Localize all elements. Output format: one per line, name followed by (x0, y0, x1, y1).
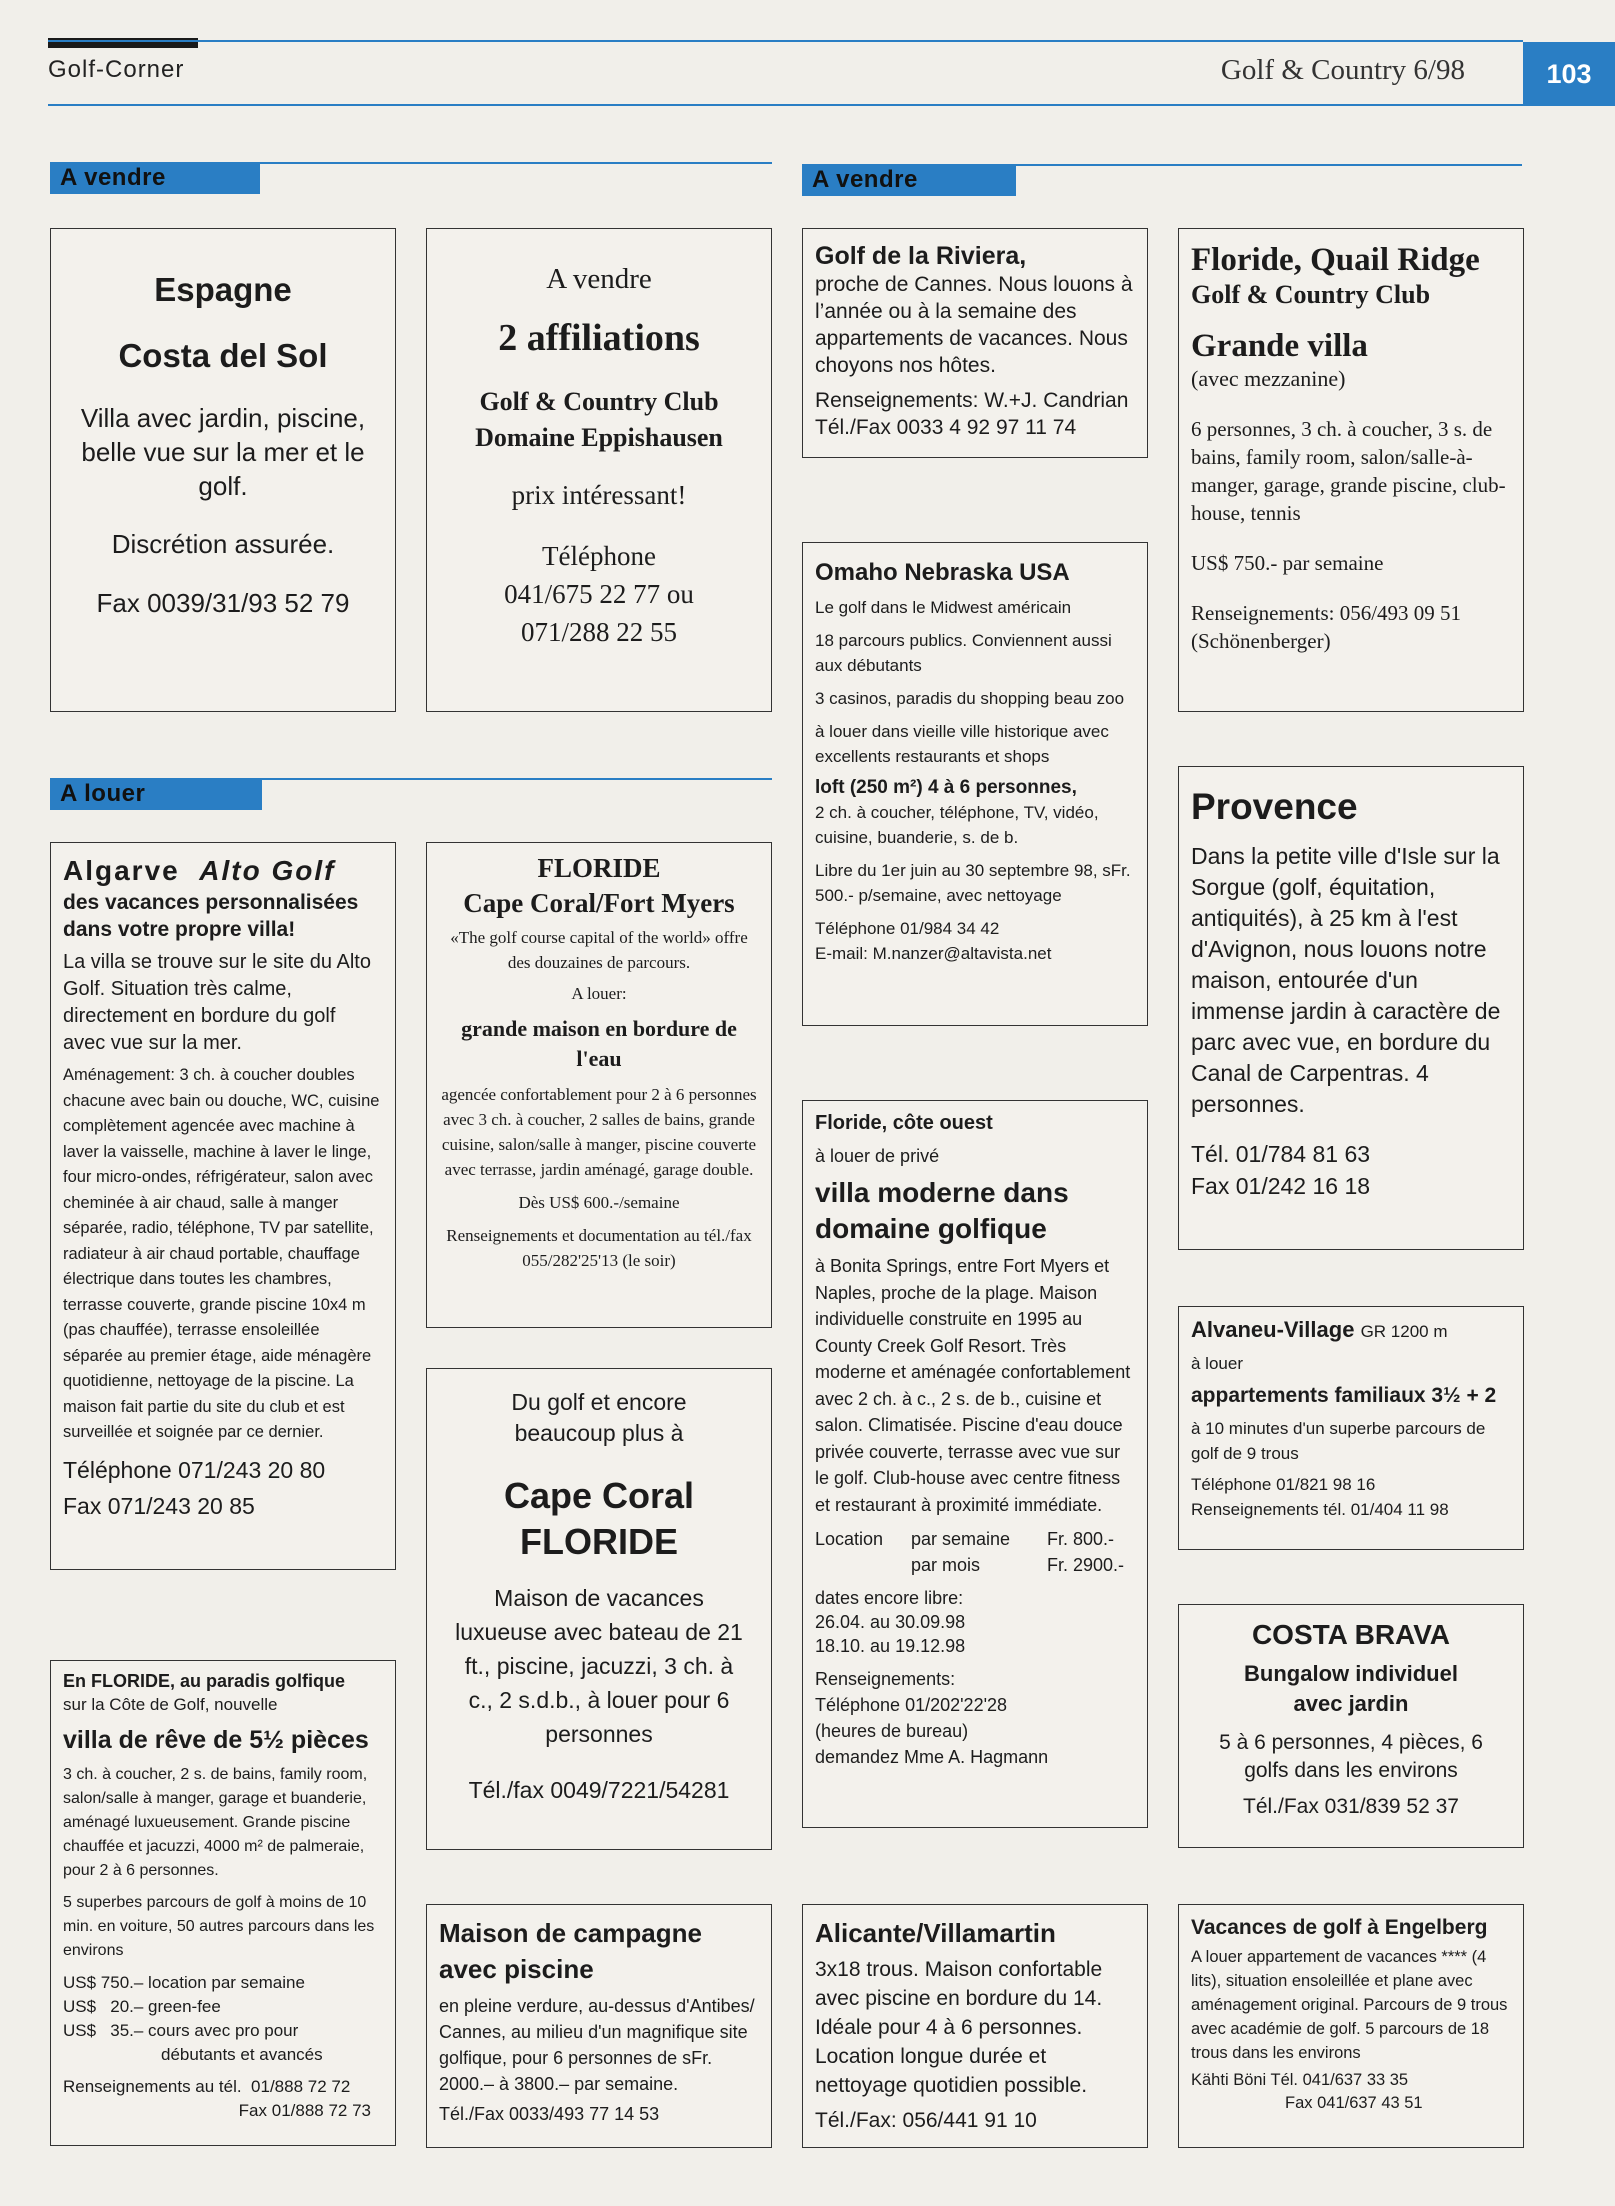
price-line: US$ 20.– green-fee (63, 1997, 221, 2016)
ad-fax: Fax 0039/31/93 52 79 (96, 588, 350, 618)
price-line: débutants et avancés (161, 2045, 323, 2064)
ad-body: A louer appartement de vacances **** (4 lits), situation ensoleillée et plane avec aménagement original. Parcours de 9 trous avec académie de golf. 5 parcours de 18 trous dans les environs (1191, 1948, 1508, 2062)
ad-body: 5 à 6 personnes, 4 pièces, 6 golfs dans les environs (1219, 1731, 1483, 1782)
ad-club: Golf & Country Club (1191, 280, 1431, 309)
ad-intro-bold: En FLORIDE, au paradis golfique (63, 1671, 346, 1691)
ad-quail-ridge (1178, 228, 1524, 712)
ad-line: Le golf dans le Midwest américain (815, 598, 1072, 617)
ad-title: Golf de la Riviera, (815, 242, 1027, 270)
ad-line: Du golf et encore (511, 1389, 687, 1415)
ad-villa: Grande villa (1191, 328, 1368, 364)
header-rule-top (48, 40, 1523, 42)
section-label-sell-left: A vendre (50, 162, 260, 194)
ad-title: 2 affiliations (498, 317, 700, 359)
ad-contact: Renseignements: 056/493 09 51 (1191, 601, 1462, 625)
ad-headline: des vacances personnalisées dans votre propre villa! (63, 891, 359, 941)
period: par mois (911, 1555, 981, 1575)
ad-line: beaucoup plus à (514, 1420, 684, 1446)
ad-phone: 041/675 22 77 ou (504, 579, 694, 609)
ad-title: Espagne (154, 271, 292, 308)
date: 18.10. au 19.12.98 (815, 1636, 966, 1656)
ad-body: en pleine verdure, au-dessus d'Antibes/ Cannes, au milieu d'un magnifique site golfique, pour 6 personnes de sFr. 2000.– à 3800.– par semaine. (439, 1996, 755, 2094)
ad-floride-ouest (802, 1100, 1148, 1828)
magazine-issue: Golf & Country 6/98 (1220, 54, 1465, 86)
ad-body: proche de Cannes. Nous louons à l’année ou à la semaine des appartements de vacances. Nous choyons nos hôtes. (815, 273, 1133, 377)
period: par semaine (911, 1529, 1011, 1549)
loc-label: Location (815, 1529, 884, 1549)
ad-club: Golf & Country Club Domaine Eppishausen (475, 387, 723, 452)
ad-fax: Fax 071/243 20 85 (63, 1492, 255, 1519)
ad-subtitle: Cape Coral/Fort Myers (463, 888, 735, 918)
ad-tel: Tél./Fax 0033/493 77 14 53 (439, 2104, 660, 2124)
ad-tel: Kähti Böni Tél. 041/637 33 35 (1191, 2071, 1409, 2089)
ad-rent: à louer (1191, 1354, 1243, 1373)
ad-espagne (50, 228, 396, 712)
ad-title: Omaho Nebraska USA (815, 559, 1070, 586)
section-label-rent-left: A louer (50, 778, 262, 810)
price: Fr. 800.- (1047, 1529, 1115, 1549)
price-row-week (815, 1526, 1135, 1552)
ad-campagne (426, 1904, 772, 2148)
ad-hours: (heures de bureau) (815, 1721, 969, 1741)
ad-fax: Fax 01/242 16 18 (1191, 1173, 1371, 1199)
price-line: US$ 750.– location par semaine (63, 1973, 305, 1992)
ad-body: 3x18 trous. Maison confortable avec piscine en bordure du 14. Idéale pour 4 à 6 personnes. Location longue durée et nettoyage quotidien possible. (815, 1958, 1103, 2097)
ad-subtitle: avec jardin (1293, 1691, 1409, 1716)
ad-body: à 10 minutes d'un superbe parcours de golf de 9 trous (1191, 1419, 1486, 1463)
ad-price: Dès US$ 600.-/semaine (518, 1193, 680, 1212)
ad-title-place: Algarve (63, 855, 180, 886)
ad-alvaneu (1178, 1306, 1524, 1550)
ad-omaho (802, 542, 1148, 1026)
section-title: Golf-Corner (48, 56, 185, 83)
ad-quote: «The golf course capital of the world» offre des douzaines de parcours. (450, 928, 748, 972)
ad-body: Dans la petite ville d'Isle sur la Sorgue (golf, équitation, antiquités), à 25 km à l'est d'Avignon, nous louons notre maison, entourée d'un immense jardin à caractère de parc avec vue, en bordure du Canal de Carpentras. 4 personnes. (1191, 843, 1501, 1117)
ad-tel: Renseignements au tél. 01/888 72 72 (63, 2077, 351, 2096)
ad-tel: Tél. 01/784 81 63 (1191, 1141, 1371, 1167)
ad-line: à louer dans vieille ville historique avec excellents restaurants et shops (815, 722, 1109, 766)
price: Fr. 2900.- (1047, 1555, 1125, 1575)
ad-title: Floride, Quail Ridge (1191, 242, 1480, 278)
date: 26.04. au 30.09.98 (815, 1612, 966, 1632)
ad-phone-label: Téléphone (542, 541, 656, 571)
price-row-month (815, 1552, 1135, 1578)
ad-body: 6 personnes, 3 ch. à coucher, 3 s. de bains, family room, salon/salle-à-manger, garage, grande piscine, club-house, tennis (1191, 417, 1506, 525)
ad-alicante (802, 1904, 1148, 2148)
ad-price: US$ 750.- par semaine (1191, 551, 1384, 575)
ad-line: 18 parcours publics. Conviennent aussi aux débutants (815, 631, 1112, 675)
ad-tel: Téléphone 071/243 20 80 (63, 1456, 326, 1483)
ad-cape-coral (426, 1368, 772, 1850)
ad-body: 3 ch. à coucher, 2 s. de bains, family room, salon/salle à manger, garage et buanderie, aménagé luxueusement. Grande piscine chauffée et jacuzzi, 4000 m² de palmeraie, pour 2 à 6 personnes. (63, 1766, 368, 1879)
section-rule (50, 162, 772, 164)
ad-title: Alvaneu-Village (1191, 1317, 1355, 1342)
ad-villa-reve (50, 1660, 396, 2146)
ad-subtitle: Costa del Sol (118, 337, 328, 374)
ad-title: Provence (1191, 786, 1358, 827)
ad-engelberg (1178, 1904, 1524, 2148)
ad-tel: Tél./Fax 031/839 52 37 (1243, 1795, 1459, 1818)
ad-body: agencée confortablement pour 2 à 6 personnes avec 3 ch. à coucher, 2 salles de bains, grande cuisine, salon/salle à manger, piscine couverte avec terrasse, jardin aménagé, garage double. (441, 1085, 757, 1179)
ad-apartments: appartements familiaux 3½ + 2 (1191, 1384, 1497, 1407)
ad-body: à Bonita Springs, entre Fort Myers et Naples, proche de la plage. Maison individuelle construite en 1995 au County Creek Golf Resort. Très moderne et aménagée confortablement avec 2 ch. à c., 2 s. de b., cuisine et salon. Climatisée. Piscine d'eau douce privée couverte, terrasse avec vue sur le golf. Club-house avec centre fitness et restaurant à proximité immédiate. (815, 1256, 1131, 1515)
section-label-sell-right: A vendre (802, 164, 1016, 196)
ad-tel: Téléphone 01/984 34 42 (815, 919, 1000, 938)
ad-fax: Fax 01/888 72 73 (238, 2101, 371, 2120)
section-rule (802, 164, 1522, 166)
ad-title-golf: Alto Golf (199, 855, 336, 886)
dates-label: dates encore libre: (815, 1588, 964, 1608)
ad-house: grande maison en bordure de l'eau (461, 1016, 737, 1071)
ad-phone: 071/288 22 55 (520, 617, 677, 647)
ad-intro: A vendre (546, 263, 652, 295)
ad-tel: Tél./Fax: 056/441 91 10 (815, 2109, 1037, 2132)
ad-line: 3 casinos, paradis du shopping beau zoo (815, 689, 1125, 708)
page-number: 103 (1523, 42, 1615, 106)
ad-title (63, 853, 383, 889)
header-rule-bottom (48, 104, 1523, 106)
ad-tel: Téléphone 01/202'22'28 (815, 1695, 1008, 1715)
ad-line: Libre du 1er juin au 30 septembre 98, sFr. 500.- p/semaine, avec nettoyage (815, 861, 1131, 905)
ad-body: 5 superbes parcours de golf à moins de 10 min. en voiture, 50 autres parcours dans les environs (63, 1894, 375, 1959)
ad-body: Maison de vacances luxueuse avec bateau de 21 ft., piscine, jacuzzi, 3 ch. à c., 2 s.d.b., à louer pour 6 personnes (455, 1585, 743, 1747)
ad-floride-cape (426, 842, 772, 1328)
ad-price: prix intéressant! (511, 480, 687, 510)
ad-tel: Tél./Fax 0033 4 92 97 11 74 (815, 416, 1077, 439)
price-line: US$ 35.– cours avec pro pour (63, 2021, 299, 2040)
ad-title: Alicante/Villamartin (815, 1918, 1056, 1948)
ad-title: Maison de campagne avec piscine (439, 1918, 702, 1984)
ad-subtitle: FLORIDE (520, 1521, 678, 1562)
ad-mezz: (avec mezzanine) (1191, 366, 1346, 391)
ad-costa-brava (1178, 1604, 1524, 1848)
section-rule (50, 778, 772, 780)
ad-affiliations (426, 228, 772, 712)
ad-body: Villa avec jardin, piscine, belle vue sur la mer et le golf. (80, 403, 366, 501)
ad-villa: villa moderne dans domaine golfique (815, 1177, 1069, 1244)
ad-contact: Renseignements tél. 01/404 11 98 (1191, 1500, 1449, 1519)
ad-loft: loft (250 m²) 4 à 6 personnes, (815, 777, 1077, 798)
ad-name: (Schönenberger) (1191, 629, 1331, 653)
ad-riviera (802, 228, 1148, 458)
ad-title: COSTA BRAVA (1251, 1619, 1451, 1650)
ad-title: Cape Coral (503, 1475, 695, 1516)
ad-altitude: GR 1200 m (1360, 1322, 1448, 1341)
ad-subtitle: Bungalow individuel (1244, 1661, 1458, 1686)
ad-title: villa de rêve de 5½ pièces (63, 1726, 369, 1754)
ad-rent: à louer de privé (815, 1146, 940, 1166)
ad-contact: Renseignements et documentation au tél./fax 055/282'25'13 (le soir) (446, 1226, 752, 1270)
ad-note: Discrétion assurée. (111, 529, 335, 559)
ad-contact: Renseignements: W.+J. Candrian (815, 389, 1129, 412)
ad-rent: A louer: (571, 984, 627, 1003)
ad-title: Floride, côte ouest (815, 1112, 993, 1134)
ad-title: FLORIDE (537, 853, 661, 883)
ad-intro: sur la Côte de Golf, nouvelle (63, 1695, 278, 1714)
ad-title: Vacances de golf à Engelberg (1191, 1916, 1488, 1939)
ad-email[interactable]: E-mail: M.nanzer@altavista.net (815, 944, 1052, 963)
ad-contact: Renseignements: (815, 1669, 956, 1689)
ad-line: 2 ch. à coucher, téléphone, TV, vidéo, cuisine, buanderie, s. de b. (815, 803, 1099, 847)
ad-tel: Tél./fax 0049/7221/54281 (468, 1777, 730, 1803)
ad-tel: Téléphone 01/821 98 16 (1191, 1475, 1376, 1494)
ad-provence (1178, 766, 1524, 1250)
ad-ask: demandez Mme A. Hagmann (815, 1747, 1049, 1767)
ad-details: Aménagement: 3 ch. à coucher doubles chacune avec bain ou douche, WC, cuisine complètement agencée avec machine à laver la vaisselle, machine à laver le linge, four micro-ondes, réfrigérateur, salon avec cheminée à air chaud, salle à manger séparée, radio, téléphone, TV par satellite, radiateur à air chaud portable, chauffage électrique dans toutes les chambres, terrasse couverte, grande piscine 10x4 m (pas chauffée), terrasse ensoleillée séparée au premier étage, aide ménagère quotidienne, nettoyage de la piscine. La maison fait partie du site du club et est surveillée et soignée par ce dernier. (63, 1066, 380, 1441)
ad-intro: La villa se trouve sur le site du Alto Golf. Situation très calme, directement en bordure du golf avec vue sur la mer. (63, 951, 371, 1054)
ad-algarve (50, 842, 396, 1570)
ad-fax: Fax 041/637 43 51 (1285, 2094, 1423, 2112)
